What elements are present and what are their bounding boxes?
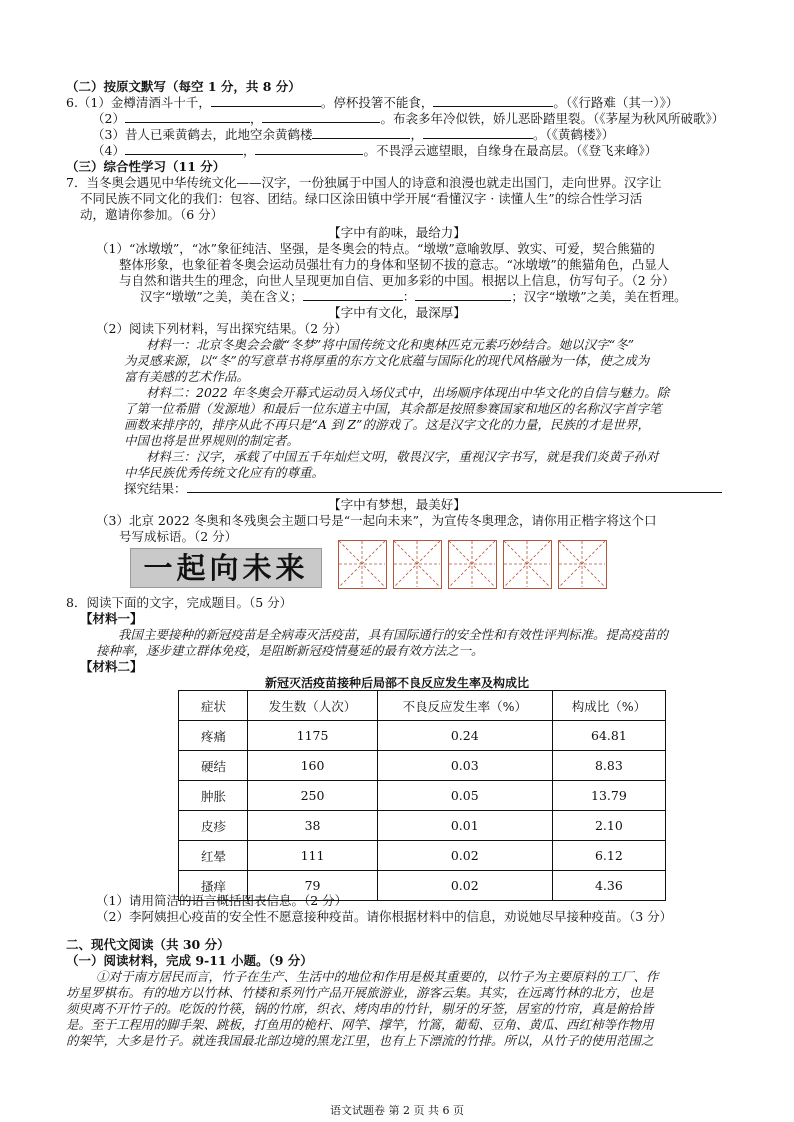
material-2-line-1: 材料二：2022 年冬奥会开幕式运动员入场仪式中，出场顺序体现出中华文化的自信与魅力。除 [146,385,670,400]
table-cell: 6.12 [552,841,665,871]
imitation-prefix: 汉字“墩墩”之美，美在含义； [140,289,303,304]
result-label: 探究结果： [124,481,187,496]
answer-blank[interactable] [423,126,533,139]
material-1-line-2: 为灵感来源，以“冬”的写意草书将厚重的东方文化底蕴与国际化的现代风格融为一体，使之成为 [124,353,650,368]
q8-subquestion-2: （2）李阿姨担心疫苗的安全性不愿意接种疫苗。请你根据材料中的信息，劝说她尽早接种疫苗。（3 分） [96,909,673,924]
table-cell: 38 [248,811,377,841]
table-cell: 79 [248,871,377,901]
answer-blank[interactable] [262,110,380,123]
table-cell: 0.24 [377,721,552,751]
reading-para-line-4: 是。至于工程用的脚手架、跳板，打鱼用的桅杆、网竿、撑竿，竹篙，葡萄、豆角、黄瓜、西红柿等作物用 [66,1017,654,1032]
q6-1-text-c: 。（《行路难（其一）》） [553,95,679,110]
section-heading-modern-reading: 二、现代文阅读（共 30 分） [66,937,230,952]
q6-1-text-b: 。停杯投箸不能食， [320,95,434,110]
table-cell: 搔痒 [179,871,248,901]
adverse-reaction-table [178,690,666,901]
table-cell: 红晕 [179,841,248,871]
table-cell: 2.10 [552,811,665,841]
q6-1-text-a: 6.（1）金樽清酒斗十千， [66,95,211,110]
table-row [179,721,666,751]
table-cell: 250 [248,781,377,811]
writing-grid-box[interactable] [338,540,387,589]
table-cell: 肿胀 [179,781,248,811]
material-1-line-1: 材料一：北京冬奥会会徽“冬梦”将中国传统文化和奥林匹克元素巧妙结合。她以汉字“冬” [146,337,635,352]
q7-intro-2: 不同民族不同文化的我们：包容、团结。绿口区涂田镇中学开展“看懂汉字 · 读懂人生”的综合性学习活 [80,191,643,206]
writing-grid-box[interactable] [503,540,552,589]
reading-para-line-5: 的架竿，大多是竹子。就连我国最北部边境的黑龙江里，也有上下漂流的竹排。所以，从竹子的使用范围之 [66,1033,654,1048]
q7-intro-1: 7．当冬奥会遇见中华传统文化——汉字，一份独属于中国人的诗意和浪漫也就走出国门，走向世界。汉字让 [66,175,662,190]
table-cell: 64.81 [552,721,665,751]
q6-4-text-a: （4） [92,143,125,158]
table-cell: 1175 [248,721,377,751]
answer-blank[interactable] [125,110,250,123]
table-row [179,811,666,841]
table-title: 新冠灭活疫苗接种后局部不良反应发生率及构成比 [264,676,529,690]
table-cell: 0.05 [377,781,552,811]
q7-p1-line-1: （1）“冰墩墩”，“冰”象征纯洁、坚强，是冬奥会的特点。“墩墩”意喻敦厚、敦实、可爱，契合熊猫的 [96,241,655,256]
table-row [179,781,666,811]
reading-para-line-1: ①对于南方居民而言，竹子在生产、生活中的地位和作用是极其重要的，以竹子为主要原料的工厂、作 [96,969,659,984]
table-cell: 0.02 [377,871,552,901]
material-2-line-4: 中国也将是世界规则的制定者。 [124,433,300,448]
subsection-heading-reading-1: （一）阅读材料，完成 9-11 小题。（9 分） [66,953,313,968]
q6-4-text-b: ， [242,143,256,158]
answer-blank[interactable] [125,142,243,155]
q6-2-text-a: （2） [92,111,125,126]
q6-3-text-a: （3）昔人已乘黄鹤去，此地空余黄鹤楼 [92,127,313,142]
q7-p3-line-2: 号写成标语。（2 分） [119,529,238,544]
table-header-row [179,691,666,721]
material-1-line-3: 富有美感的艺术作品。 [124,369,250,384]
imitation-colon: ： [402,289,416,304]
table-header-cell: 发生数（人次） [248,691,377,721]
q6-2-text-b: ， [249,111,263,126]
table-header-cell: 不良反应发生率（%） [377,691,552,721]
q6-2-text-c: 。布衾多年冷似铁，娇儿恶卧踏里裂。（《茅屋为秋风所破歌》） [380,111,725,126]
answer-blank[interactable] [433,94,553,107]
q7-p3-line-1: （3）北京 2022 冬奥和冬残奥会主题口号是“一起向未来”，为宣传冬奥理念，请你用正楷字将这个口 [96,513,657,528]
reading-para-line-3: 须臾离不开竹子的。吃饭的竹筷，锅的竹席，织衣、烤肉串的竹针，剔牙的牙签，居室的竹帘，真是俯拾皆 [66,1001,654,1016]
page-footer: 语文试题卷 第 2 页 共 6 页 [330,1104,464,1117]
q8-subquestion-1: （1）请用简洁的语言概括图表信息。（2 分） [96,893,348,908]
reading-para-line-2: 坊星罗棋布。有的地方以竹林、竹楼和系列竹产品开展旅游业，游客云集。其实，在远离竹林的北方，也是 [66,985,654,1000]
table-cell: 160 [248,751,377,781]
table-cell: 0.02 [377,841,552,871]
table-cell: 硬结 [179,751,248,781]
material-2-line-3: 画数来排序的，排序从此不再只是“A 到 Z”的游戏了。这是汉字文化的力量，民族的才是世界， [124,417,650,432]
section-heading-recitation: （二）按原文默写（每空 1 分，共 8 分） [66,79,301,94]
q8-material-1-line-2: 接种率，逐步建立群体免疫，是阻断新冠疫情蔓延的最有效方法之一。 [96,643,484,658]
answer-blank[interactable] [255,142,363,155]
q7-subtitle-2: 【字中有文化，最深厚】 [328,305,466,320]
q8-title: 8．阅读下面的文字，完成题目。（5 分） [66,595,293,610]
imitation-suffix: ；汉字“墩墩”之美，美在哲理。 [511,289,687,304]
section-heading-comprehensive: （三）综合性学习（11 分） [66,159,226,174]
q6-4-text-c: 。不畏浮云遮望眼，自缘身在最高层。（《登飞来峰》） [363,143,658,158]
q7-subtitle-1: 【字中有韵味，最给力】 [328,225,466,240]
table-cell: 0.01 [377,811,552,841]
table-row [179,841,666,871]
table-cell: 13.79 [552,781,665,811]
table-cell: 4.36 [552,871,665,901]
material-2-line-2: 了第一位希腊（发源地）和最后一位东道主中国，其余都是按照参赛国家和地区的名称汉字首字笔 [124,401,662,416]
answer-blank[interactable] [415,288,511,301]
q7-subtitle-3: 【字中有梦想，最美好】 [328,497,466,512]
q8-material-1-label: 【材料一】 [80,611,143,626]
table-cell: 皮疹 [179,811,248,841]
q7-p1-line-2: 整体形象，也象征着冬奥会运动员强壮有力的身体和坚韧不拔的意志。“冰墩墩”的熊猫角色，凸显人 [119,257,670,272]
q7-intro-3: 动，邀请你参加。（6 分） [80,207,224,222]
table-row [179,751,666,781]
material-3-line-2: 中华民族优秀传统文化应有的尊重。 [124,465,325,480]
answer-blank[interactable] [187,480,722,493]
writing-grid-box[interactable] [393,540,442,589]
table-cell: 111 [248,841,377,871]
answer-blank[interactable] [303,288,403,301]
q7-p1-line-3: 与自然和谐共生的理念，向世人呈现更加自信、更加多彩的中国。根据以上信息，仿写句子。（2 分） [119,273,675,288]
writing-grid-box[interactable] [448,540,497,589]
q7-p2-title: （2）阅读下列材料，写出探究结果。（2 分） [96,321,348,336]
calligraphy-sample-image: 一起向未来 [130,548,322,588]
q6-3-text-c: 。（《黄鹤楼》） [532,127,615,142]
answer-blank[interactable] [211,94,321,107]
table-cell: 疼痛 [179,721,248,751]
answer-blank[interactable] [312,126,410,139]
material-3-line-1: 材料三：汉字，承载了中国五千年灿烂文明，敬畏汉字，重视汉字书写，就是我们炎黄子孙对 [146,449,659,464]
table-header-cell: 构成比（%） [552,691,665,721]
table-cell: 0.03 [377,751,552,781]
q8-material-1-line-1: 我国主要接种的新冠疫苗是全病毒灭活疫苗，具有国际通行的安全性和有效性评判标准。提高疫苗的 [118,627,669,642]
q8-material-2-label: 【材料二】 [80,659,143,674]
writing-grid-box[interactable] [558,540,607,589]
table-cell: 8.83 [552,751,665,781]
table-header-cell: 症状 [179,691,248,721]
q6-3-text-b: ， [410,127,423,142]
